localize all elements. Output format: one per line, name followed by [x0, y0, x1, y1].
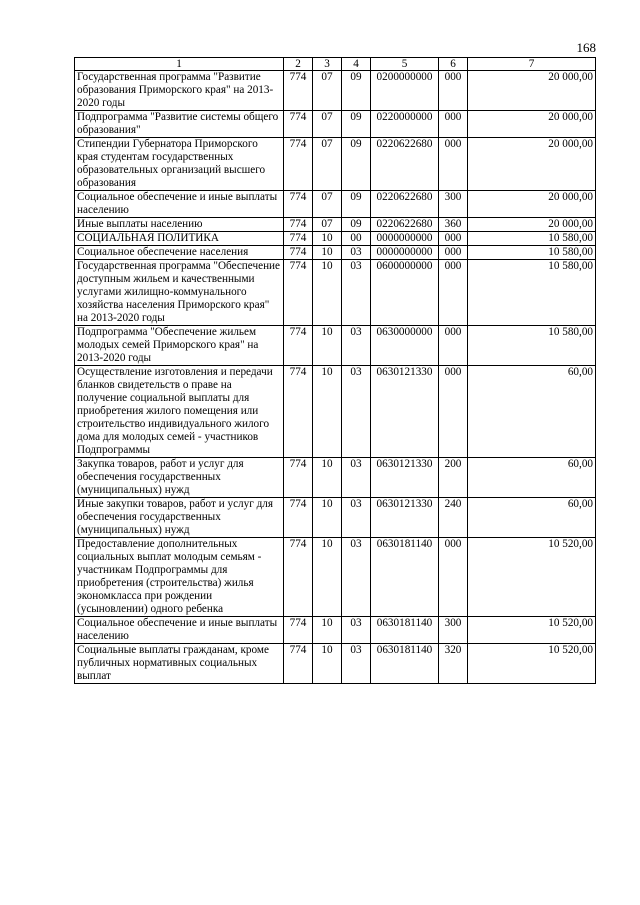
row-section-code: 07: [313, 71, 342, 111]
table-row: [75, 232, 596, 246]
row-target-code: 0000000000: [371, 246, 439, 260]
row-ministry-code: 774: [284, 246, 313, 260]
row-subsection-code: 03: [342, 366, 371, 458]
row-section-code: 10: [313, 498, 342, 538]
row-name: Социальные выплаты гражданам, кроме публичных нормативных социальных выплат: [75, 644, 284, 684]
table-row: [75, 218, 596, 232]
row-target-code: 0630181140: [371, 617, 439, 644]
row-expense-type: 300: [439, 617, 468, 644]
row-target-code: 0220000000: [371, 111, 439, 138]
row-section-code: 10: [313, 644, 342, 684]
row-amount: 10 520,00: [468, 617, 596, 644]
row-ministry-code: 774: [284, 218, 313, 232]
row-amount: 20 000,00: [468, 111, 596, 138]
row-target-code: 0200000000: [371, 71, 439, 111]
row-subsection-code: 09: [342, 191, 371, 218]
row-amount: 10 580,00: [468, 246, 596, 260]
row-subsection-code: 09: [342, 71, 371, 111]
row-subsection-code: 03: [342, 458, 371, 498]
row-target-code: 0630000000: [371, 326, 439, 366]
row-ministry-code: 774: [284, 498, 313, 538]
row-target-code: 0630181140: [371, 538, 439, 617]
row-name: Осуществление изготовления и передачи бланков свидетельств о праве на получение социальной выплаты для приобретения жилого помещения или строительство индивидуального жилого дома для молодых семей - участников Подпрограммы: [75, 366, 284, 458]
row-name: Социальное обеспечение и иные выплаты населению: [75, 191, 284, 218]
row-expense-type: 000: [439, 232, 468, 246]
row-ministry-code: 774: [284, 71, 313, 111]
row-section-code: 10: [313, 260, 342, 326]
row-section-code: 07: [313, 138, 342, 191]
row-section-code: 07: [313, 191, 342, 218]
row-subsection-code: 03: [342, 538, 371, 617]
header-col-1: 1: [75, 58, 284, 71]
row-amount: 20 000,00: [468, 71, 596, 111]
row-expense-type: 300: [439, 191, 468, 218]
row-subsection-code: 03: [342, 260, 371, 326]
row-ministry-code: 774: [284, 458, 313, 498]
row-name: СОЦИАЛЬНАЯ ПОЛИТИКА: [75, 232, 284, 246]
row-subsection-code: 00: [342, 232, 371, 246]
row-section-code: 10: [313, 458, 342, 498]
table-row: [75, 138, 596, 191]
row-name: Иные закупки товаров, работ и услуг для обеспечения государственных (муниципальных) нужд: [75, 498, 284, 538]
row-ministry-code: 774: [284, 366, 313, 458]
header-row: [75, 58, 596, 71]
row-subsection-code: 03: [342, 326, 371, 366]
table-row: [75, 246, 596, 260]
row-name: Государственная программа "Обеспечение доступным жильем и качественными услугами жилищно-коммунального хозяйства населения Приморского края" на 2013-2020 годы: [75, 260, 284, 326]
row-ministry-code: 774: [284, 232, 313, 246]
row-name: Подпрограмма "Развитие системы общего образования": [75, 111, 284, 138]
row-subsection-code: 03: [342, 644, 371, 684]
row-amount: 10 580,00: [468, 232, 596, 246]
row-subsection-code: 03: [342, 617, 371, 644]
row-subsection-code: 03: [342, 498, 371, 538]
row-expense-type: 000: [439, 326, 468, 366]
header-col-6: 6: [439, 58, 468, 71]
row-section-code: 10: [313, 366, 342, 458]
budget-table: [74, 57, 596, 684]
row-ministry-code: 774: [284, 538, 313, 617]
row-section-code: 07: [313, 218, 342, 232]
row-ministry-code: 774: [284, 111, 313, 138]
row-expense-type: 000: [439, 71, 468, 111]
row-expense-type: 000: [439, 538, 468, 617]
row-target-code: 0220622680: [371, 218, 439, 232]
row-subsection-code: 09: [342, 111, 371, 138]
table-row: [75, 260, 596, 326]
row-amount: 60,00: [468, 498, 596, 538]
row-ministry-code: 774: [284, 326, 313, 366]
table-row: [75, 617, 596, 644]
row-subsection-code: 09: [342, 138, 371, 191]
row-name: Закупка товаров, работ и услуг для обеспечения государственных (муниципальных) нужд: [75, 458, 284, 498]
row-amount: 60,00: [468, 458, 596, 498]
table-row: [75, 458, 596, 498]
row-expense-type: 000: [439, 366, 468, 458]
table-row: [75, 538, 596, 617]
row-expense-type: 000: [439, 260, 468, 326]
page-number: 168: [576, 40, 596, 55]
row-amount: 20 000,00: [468, 191, 596, 218]
row-expense-type: 360: [439, 218, 468, 232]
row-amount: 10 580,00: [468, 260, 596, 326]
row-section-code: 07: [313, 111, 342, 138]
row-expense-type: 240: [439, 498, 468, 538]
row-amount: 20 000,00: [468, 138, 596, 191]
row-amount: 10 520,00: [468, 644, 596, 684]
row-ministry-code: 774: [284, 138, 313, 191]
row-target-code: 0600000000: [371, 260, 439, 326]
row-name: Подпрограмма "Обеспечение жильем молодых семей Приморского края" на 2013-2020 годы: [75, 326, 284, 366]
table-row: [75, 366, 596, 458]
row-name: Предоставление дополнительных социальных выплат молодым семьям - участникам Подпрограммы для приобретения (строительства) жилья экономкласса при рождении (усыновлении) одного ребенка: [75, 538, 284, 617]
row-name: Социальное обеспечение населения: [75, 246, 284, 260]
row-target-code: 0630181140: [371, 644, 439, 684]
row-expense-type: 320: [439, 644, 468, 684]
table-row: [75, 498, 596, 538]
header-col-4: 4: [342, 58, 371, 71]
row-target-code: 0630121330: [371, 366, 439, 458]
row-ministry-code: 774: [284, 260, 313, 326]
row-amount: 10 520,00: [468, 538, 596, 617]
header-col-7: 7: [468, 58, 596, 71]
row-expense-type: 000: [439, 111, 468, 138]
row-section-code: 10: [313, 232, 342, 246]
row-subsection-code: 09: [342, 218, 371, 232]
row-name: Стипендии Губернатора Приморского края студентам государственных образовательных организаций высшего образования: [75, 138, 284, 191]
row-amount: 10 580,00: [468, 326, 596, 366]
row-amount: 20 000,00: [468, 218, 596, 232]
row-target-code: 0000000000: [371, 232, 439, 246]
row-section-code: 10: [313, 326, 342, 366]
table-row: [75, 326, 596, 366]
table-row: [75, 191, 596, 218]
header-col-5: 5: [371, 58, 439, 71]
row-ministry-code: 774: [284, 191, 313, 218]
row-expense-type: 000: [439, 246, 468, 260]
row-subsection-code: 03: [342, 246, 371, 260]
header-col-2: 2: [284, 58, 313, 71]
row-target-code: 0220622680: [371, 191, 439, 218]
row-section-code: 10: [313, 617, 342, 644]
row-expense-type: 200: [439, 458, 468, 498]
row-target-code: 0630121330: [371, 458, 439, 498]
table-row: [75, 644, 596, 684]
row-name: Социальное обеспечение и иные выплаты населению: [75, 617, 284, 644]
row-name: Иные выплаты населению: [75, 218, 284, 232]
row-target-code: 0630121330: [371, 498, 439, 538]
table-row: [75, 71, 596, 111]
header-col-3: 3: [313, 58, 342, 71]
table-row: [75, 111, 596, 138]
row-target-code: 0220622680: [371, 138, 439, 191]
row-section-code: 10: [313, 246, 342, 260]
row-amount: 60,00: [468, 366, 596, 458]
row-ministry-code: 774: [284, 644, 313, 684]
row-section-code: 10: [313, 538, 342, 617]
row-expense-type: 000: [439, 138, 468, 191]
row-name: Государственная программа "Развитие образования Приморского края" на 2013-2020 годы: [75, 71, 284, 111]
row-ministry-code: 774: [284, 617, 313, 644]
